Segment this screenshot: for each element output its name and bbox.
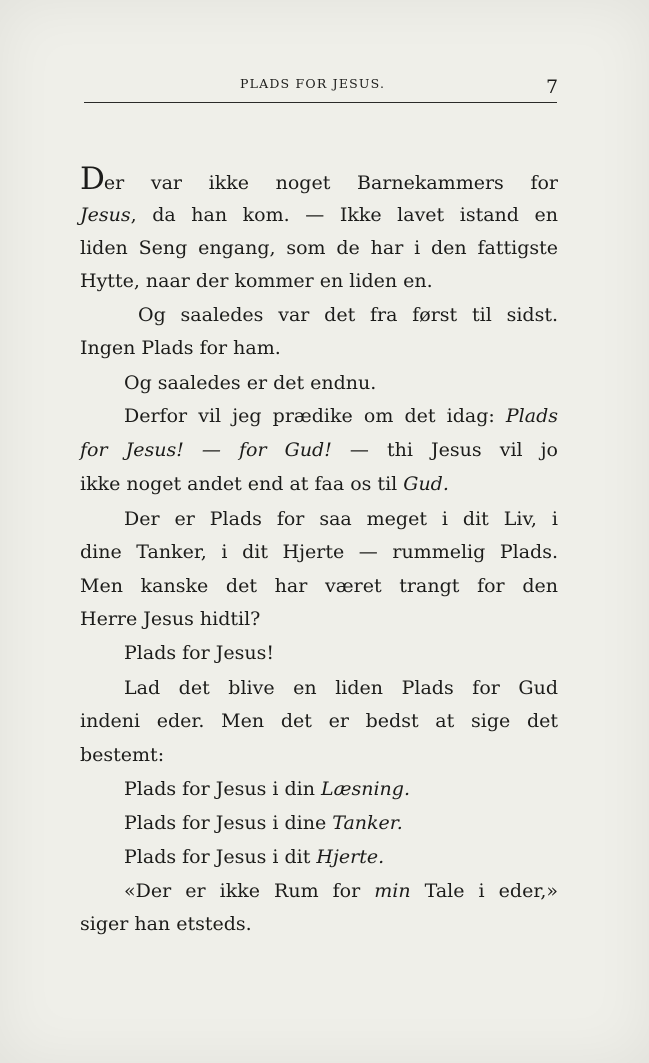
text-run: ikke noget andet end at faa os til — [80, 473, 404, 495]
text-line: bestemt: — [80, 744, 165, 766]
text-line: dine Tanker, i dit Hjerte — rummelig Plads. — [80, 541, 558, 563]
text-line: Og saaledes var det fra først til sidst. — [138, 304, 558, 326]
text-line: liden Seng engang, som de har i den fattigste — [80, 237, 558, 259]
text-run: Tale i eder,» — [410, 880, 558, 902]
text-line: Og saaledes er det endnu. — [124, 372, 377, 394]
text-run: Plads for Jesus i dine — [124, 812, 333, 834]
text-run: Derfor vil jeg prædike om det idag: — [124, 405, 506, 427]
italic-word: Læsning. — [321, 778, 410, 800]
text-line — [80, 198, 558, 232]
italic-word: Jesus — [80, 204, 131, 226]
italic-word: Gud. — [403, 473, 449, 495]
text-line — [80, 467, 558, 501]
text-line: Der er Plads for saa meget i dit Liv, i — [124, 508, 558, 530]
text-line: Hytte, naar der kommer en liden en. — [80, 270, 433, 292]
text-run: er var ikke noget Barnekammers for — [103, 172, 558, 194]
running-title: PLADS FOR JESUS. — [240, 76, 386, 91]
text-line — [80, 433, 558, 467]
text-line — [124, 874, 558, 908]
italic-word: Tanker. — [332, 812, 403, 834]
text-run: , da han kom. — Ikke lavet istand en — [130, 204, 558, 226]
text-run: Plads for Jesus i din — [124, 778, 322, 800]
text-line: siger han etsteds. — [80, 913, 252, 935]
drop-cap: D — [80, 161, 104, 197]
text-line — [124, 840, 558, 874]
text-line: indeni eder. Men det er bedst at sige det — [80, 710, 558, 732]
text-line: Men kanske det har været trangt for den — [80, 575, 558, 597]
italic-phrase: for Jesus! — for Gud! — [80, 439, 332, 461]
text-line: Lad det blive en liden Plads for Gud — [124, 677, 558, 699]
page-number: 7 — [546, 76, 559, 98]
text-line — [124, 772, 558, 806]
text-run: — thi Jesus vil jo — [331, 439, 558, 461]
italic-word: min — [374, 880, 411, 902]
text-line — [124, 806, 558, 840]
text-line: Ingen Plads for ham. — [80, 337, 281, 359]
text-run: Plads for Jesus i dit — [124, 846, 317, 868]
italic-word: Hjerte. — [316, 846, 385, 868]
italic-word: Plads — [505, 405, 558, 427]
text-line — [80, 161, 558, 200]
header-rule — [84, 102, 557, 103]
text-line — [124, 399, 558, 433]
text-run: «Der er ikke Rum for — [124, 880, 375, 902]
text-line: Herre Jesus hidtil? — [80, 608, 261, 630]
text-line: Plads for Jesus! — [124, 642, 274, 664]
